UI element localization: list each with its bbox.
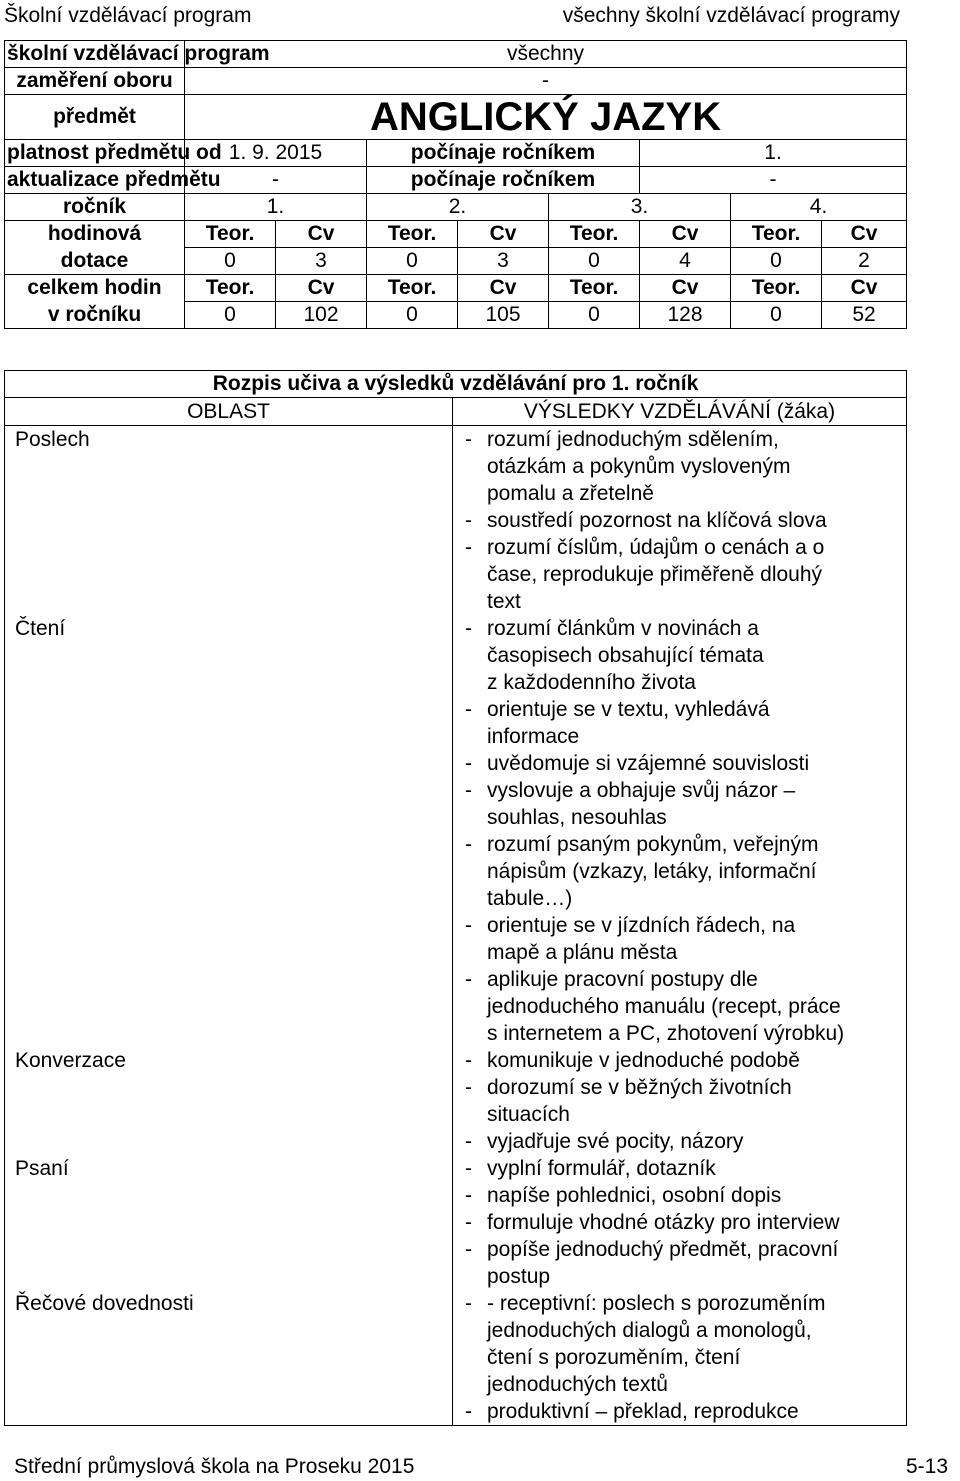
valid-from-date: 1. 9. 2015 xyxy=(185,140,367,167)
total-value: 0 xyxy=(731,302,822,329)
hours-cv-2: Cv xyxy=(458,221,549,248)
result-item xyxy=(455,696,906,750)
result-item xyxy=(455,750,906,777)
result-item xyxy=(455,1209,906,1236)
result-line: - aplikuje pracovní postupy dle xyxy=(487,968,758,991)
result-item xyxy=(455,615,906,696)
result-line: čtení s porozuměním, čtení xyxy=(487,1346,741,1369)
hours-value: 0 xyxy=(731,248,822,275)
valid-from-year-value: 1. xyxy=(640,140,907,167)
result-line: čase, reprodukuje přiměřeně dlouhý xyxy=(487,563,823,586)
hours-value: 0 xyxy=(185,248,276,275)
focus-value: - xyxy=(185,68,907,95)
result-line: text xyxy=(487,590,521,613)
total-value: 128 xyxy=(640,302,731,329)
result-line: - produktivní – překlad, reprodukce xyxy=(487,1400,799,1423)
result-line: - vyslovuje a obhajuje svůj názor – xyxy=(487,779,796,802)
result-item xyxy=(455,1236,906,1290)
svp-label: školní vzdělávací program xyxy=(5,41,185,68)
result-line: z každodenního života xyxy=(487,671,696,694)
subject-title: ANGLICKÝ JAZYK xyxy=(185,95,907,140)
result-item xyxy=(455,966,906,1047)
total-value: 0 xyxy=(367,302,458,329)
result-line: - rozumí jednoduchým sdělením, xyxy=(487,428,779,451)
total-value: 105 xyxy=(458,302,549,329)
total-value: 0 xyxy=(185,302,276,329)
result-line: - - receptivní: poslech s porozuměním xyxy=(487,1292,826,1315)
total-value: 102 xyxy=(276,302,367,329)
update-date: - xyxy=(185,167,367,194)
year-label: ročník xyxy=(5,194,185,221)
hours-value: 4 xyxy=(640,248,731,275)
result-line: tabule…) xyxy=(487,887,573,910)
subject-label: předmět xyxy=(5,95,185,140)
result-line: - dorozumí se v běžných životních xyxy=(487,1076,792,1099)
total-cv-4: Cv xyxy=(822,275,907,302)
result-line: - vyplní formulář, dotazník xyxy=(487,1157,716,1180)
area-column xyxy=(5,426,453,1426)
valid-from-label: platnost předmětu od xyxy=(5,140,185,167)
hours-value: 3 xyxy=(458,248,549,275)
total-cv-1: Cv xyxy=(276,275,367,302)
result-line: - popíše jednoduchý předmět, pracovní xyxy=(487,1238,839,1261)
result-item xyxy=(455,777,906,831)
hours-teor-4: Teor. xyxy=(731,221,822,248)
hours-cv-4: Cv xyxy=(822,221,907,248)
year-2: 2. xyxy=(367,194,549,221)
hours-teor-1: Teor. xyxy=(185,221,276,248)
result-line: - napíše pohlednici, osobní dopis xyxy=(487,1184,782,1207)
result-line: - orientuje se v textu, vyhledává xyxy=(487,698,770,721)
total-teor-3: Teor. xyxy=(549,275,640,302)
result-item xyxy=(455,426,906,507)
area-label: Poslech xyxy=(15,428,90,451)
area-label: Řečové dovednosti xyxy=(15,1292,194,1315)
result-item xyxy=(455,1182,906,1209)
result-line: jednoduchých textů xyxy=(487,1373,668,1396)
header-program-label: Školní vzdělávací program xyxy=(4,4,252,27)
result-item xyxy=(455,1128,906,1155)
column-header-results: VÝSLEDKY VZDĚLÁVÁNÍ (žáka) xyxy=(453,398,907,426)
result-item xyxy=(455,507,906,534)
result-list xyxy=(453,1290,906,1425)
result-line: nápisům (vzkazy, letáky, informační xyxy=(487,860,817,883)
result-list xyxy=(453,1047,906,1155)
total-teor-1: Teor. xyxy=(185,275,276,302)
hours-label-1: hodinová xyxy=(5,221,185,248)
area-label: Čtení xyxy=(15,617,66,640)
focus-label: zaměření oboru xyxy=(5,68,185,95)
update-year-value: - xyxy=(640,167,907,194)
results-column xyxy=(453,426,907,1426)
curriculum-title: Rozpis učiva a výsledků vzdělávání pro 1. ročník xyxy=(5,371,907,398)
result-line: mapě a plánu města xyxy=(487,941,678,964)
result-line: - soustředí pozornost na klíčová slova xyxy=(487,509,827,532)
hours-teor-2: Teor. xyxy=(367,221,458,248)
result-item xyxy=(455,1398,906,1425)
result-item xyxy=(455,1290,906,1398)
hours-teor-3: Teor. xyxy=(549,221,640,248)
result-line: - uvědomuje si vzájemné souvislosti xyxy=(487,752,810,775)
total-value: 52 xyxy=(822,302,907,329)
result-line: - formuluje vhodné otázky pro interview xyxy=(487,1211,840,1234)
result-list xyxy=(453,426,906,615)
hours-value: 3 xyxy=(276,248,367,275)
total-teor-2: Teor. xyxy=(367,275,458,302)
update-label: aktualizace předmětu xyxy=(5,167,185,194)
area-label: Psaní xyxy=(15,1157,69,1180)
svp-value: všechny xyxy=(185,41,907,68)
footer-page-number: 5-13 xyxy=(905,1455,948,1478)
hours-cv-1: Cv xyxy=(276,221,367,248)
hours-cv-3: Cv xyxy=(640,221,731,248)
result-line: - rozumí článkům v novinách a xyxy=(487,617,759,640)
result-line: otázkám a pokynům vysloveným xyxy=(487,455,791,478)
result-item xyxy=(455,534,906,615)
header-programs-scope: všechny školní vzdělávací programy xyxy=(562,4,900,27)
result-line: souhlas, nesouhlas xyxy=(487,806,667,829)
result-line: jednoduchého manuálu (recept, práce xyxy=(487,995,841,1018)
result-item xyxy=(455,831,906,912)
year-3: 3. xyxy=(549,194,731,221)
curriculum-table xyxy=(4,370,907,1426)
result-line: - vyjadřuje své pocity, názory xyxy=(487,1130,744,1153)
total-cv-3: Cv xyxy=(640,275,731,302)
result-item xyxy=(455,1074,906,1128)
footer-school: Střední průmyslová škola na Proseku 2015 xyxy=(14,1455,415,1478)
hours-label-2: dotace xyxy=(5,248,185,275)
result-item xyxy=(455,1155,906,1182)
result-line: - rozumí psaným pokynům, veřejným xyxy=(487,833,819,856)
result-list xyxy=(453,615,906,1047)
year-1: 1. xyxy=(185,194,367,221)
result-line: pomalu a zřetelně xyxy=(487,482,654,505)
result-line: s internetem a PC, zhotovení výrobku) xyxy=(487,1022,845,1045)
year-4: 4. xyxy=(731,194,907,221)
result-item xyxy=(455,912,906,966)
total-teor-4: Teor. xyxy=(731,275,822,302)
hours-value: 2 xyxy=(822,248,907,275)
hours-value: 0 xyxy=(549,248,640,275)
total-label-2: v ročníku xyxy=(5,302,185,329)
result-line: - orientuje se v jízdních řádech, na xyxy=(487,914,796,937)
result-line: informace xyxy=(487,725,580,748)
subject-info-table xyxy=(4,40,907,329)
update-year-label: počínaje ročníkem xyxy=(367,167,640,194)
result-line: - rozumí číslům, údajům o cenách a o xyxy=(487,536,825,559)
total-value: 0 xyxy=(549,302,640,329)
result-item xyxy=(455,1047,906,1074)
result-line: postup xyxy=(487,1265,551,1288)
result-line: - komunikuje v jednoduché podobě xyxy=(487,1049,800,1072)
result-line: situacích xyxy=(487,1103,570,1126)
result-list xyxy=(453,1155,906,1290)
area-label: Konverzace xyxy=(15,1049,126,1072)
result-line: jednoduchých dialogů a monologů, xyxy=(487,1319,812,1342)
valid-from-year-label: počínaje ročníkem xyxy=(367,140,640,167)
hours-value: 0 xyxy=(367,248,458,275)
total-label-1: celkem hodin xyxy=(5,275,185,302)
result-line: časopisech obsahující témata xyxy=(487,644,764,667)
total-cv-2: Cv xyxy=(458,275,549,302)
column-header-area: OBLAST xyxy=(5,398,453,426)
